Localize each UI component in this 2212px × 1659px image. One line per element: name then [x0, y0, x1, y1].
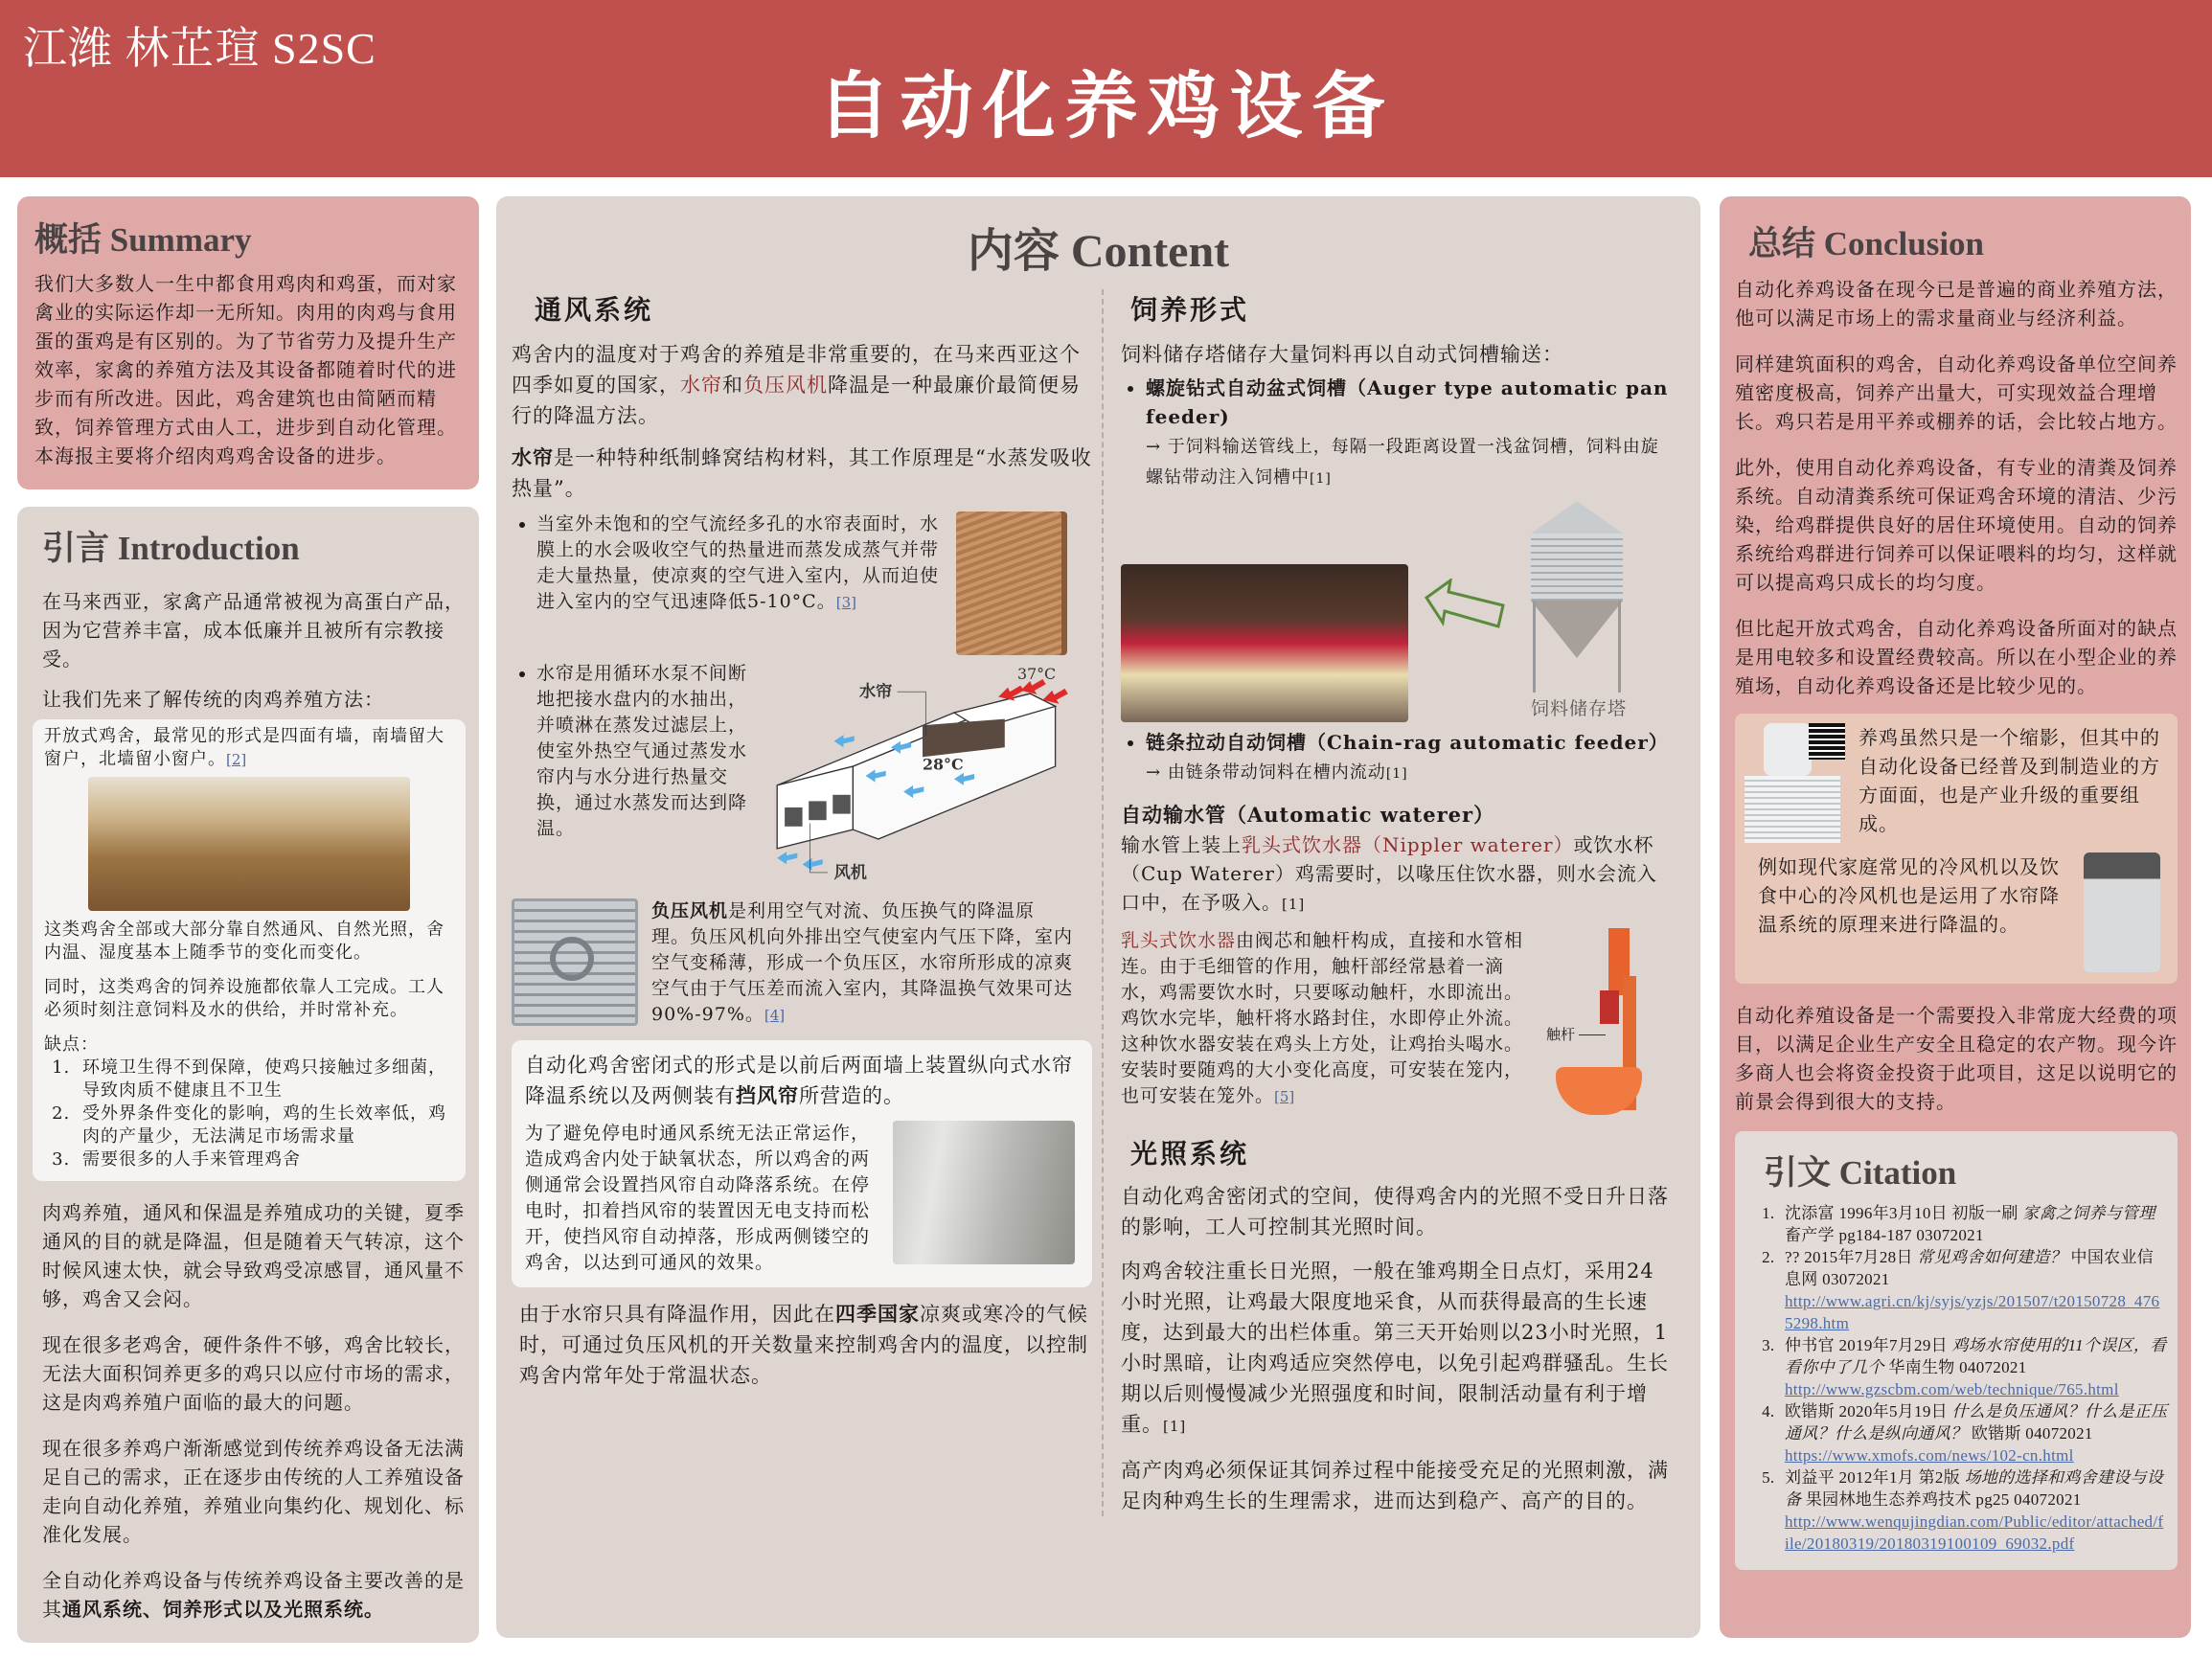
content-panel: [496, 196, 1700, 1638]
water-curtain-row: [512, 511, 1092, 655]
fan-window: [809, 801, 826, 820]
citation-heading: 引文 Citation: [1764, 1154, 1957, 1192]
ventilation-column: [508, 289, 1102, 1516]
ventilation-intro: [512, 339, 1092, 431]
lighting-paragraph: 自动化鸡舍密闭式的空间，使得鸡舍内的光照不受日升日落的影响，工人可控制其光照时间。: [1121, 1185, 1669, 1239]
feeder-title: 链条拉动自动饲槽（Chain-rag automatic feeder）: [1146, 731, 1669, 754]
citation-item: [1779, 1466, 2168, 1555]
cons-item: 2. 受外界条件变化的影响，鸡的生长效率低，鸡肉的产量少，无法满足市场需求量: [77, 1102, 454, 1148]
citation-author-date: 欧锴斯 2020年5月19日: [1785, 1402, 1952, 1420]
diagram-row: [512, 661, 1092, 891]
closed-house-text: [525, 1050, 1081, 1111]
intro-paragraph: 肉鸡养殖，通风和保温是养殖成功的关键，夏季通风的目的就是降温，但是随着天气转凉，这个时候风速太快，就会导致鸡受凉感冒，通风量不够，鸡舍又会闷。: [42, 1201, 465, 1310]
cons-item: 3. 需要很多的人手来管理鸡舍: [77, 1148, 454, 1171]
citation-author-date: ?? 2015年7月28日: [1785, 1248, 1918, 1266]
feeding-heading: 饲养形式: [1130, 294, 1250, 326]
water-curtain-definition: [512, 443, 1092, 504]
ventilation-heading: 通风系统: [535, 294, 654, 326]
text: 鸡舍内的温度对于鸡舍的养殖是非常重要的，在马来西亚这个四季如夏的国家，: [512, 343, 1081, 397]
citation-item: [1779, 1202, 2168, 1246]
feeder-images-row: [1121, 501, 1675, 722]
nipple-drinker-image: [1546, 928, 1666, 1120]
nipple-row: [1121, 928, 1675, 1120]
citation-title: 家禽之饲养与管理: [2022, 1204, 2155, 1222]
conclusion-paragraph: 自动化养鸡设备在现今已是普遍的商业养殖方法，他可以满足市场上的需求量商业与经济利益。: [1735, 278, 2178, 330]
windbreak-row: [525, 1121, 1081, 1276]
intro-paragraph: 现在很多老鸡舍，硬件条件不够，鸡舍比较长，无法大面积饲养更多的鸡只以应付市场的需求，这是肉鸡养殖户面临的最大的问题。: [42, 1333, 465, 1414]
four-season-term: 四季国家: [835, 1302, 920, 1326]
citation-author-date: 仲书官 2019年7月29日: [1785, 1336, 1952, 1354]
text: 自动化鸡舍密闭式的形式是以前后两面墙上装置纵向式水帘降温系统以及两侧装有: [525, 1054, 1073, 1107]
lighting-paragraph: 高产肉鸡必须保证其饲养过程中能接受充足的光照刺激，满足肉种鸡生长的生理需求，进而达到稳产、高产的目的。: [1121, 1459, 1669, 1512]
citation-link[interactable]: https://www.xmofs.com/news/102-cn.html: [1785, 1446, 2074, 1465]
air-cooler-image: [2084, 852, 2160, 972]
feeder-item-chain: [1146, 728, 1675, 788]
conclusion-paragraph: 但比起开放式鸡舍，自动化养鸡设备所面对的缺点是用电较多和设置经费较高。所以在小型企业的养殖场，自动化养鸡设备还是比较少见的。: [1735, 617, 2178, 697]
exhaust-fan-row: [512, 898, 1092, 1029]
open-house-text: [44, 725, 454, 771]
trigger-label: 触杆: [1546, 1026, 1576, 1043]
summary-heading: 概括 Summary: [34, 221, 252, 259]
citation-source: 中国农业信息网 03072021: [1785, 1248, 2155, 1288]
summary-text: 我们大多数人一生中都食用鸡肉和鸡蛋，而对家禽业的实际运作却一无所知。肉用的肉鸡与食用蛋的蛋鸡是有区别的。为了节省劳力及提升生产效率，家禽的养殖方法及其设备都随着时代的进步而有所改进。因此，鸡舍建筑也由简陋而精致，饲养管理方式由人工，进步到自动化管理。本海报主要将介绍肉鸡鸡舍设备的进步。: [34, 272, 457, 467]
citation-source: 畜产学 pg184-187 03072021: [1785, 1226, 1984, 1244]
water-curtain-bullets: [512, 511, 943, 616]
intro-paragraph: 在马来西亚，家禽产品通常被视为高蛋白产品，因为它营养丰富，成本低廉并且被所有宗教接受。: [42, 590, 465, 670]
open-house-box: [33, 719, 466, 1181]
pan-feeder-photo: [1121, 564, 1408, 722]
citation-source: 果园林地生态养鸡技术 pg25 04072021: [1801, 1490, 2082, 1509]
intro-body: [33, 1198, 466, 1624]
author-line: 江潍 林芷瑄 S2SC: [23, 24, 376, 73]
cooler-text: 养鸡虽然只是一个缩影，但其中的自动化设备已经普及到制造业的方方面面，也是产业升级的重要组成。: [1859, 726, 2160, 835]
citation-source: 欧锴斯 04072021: [1967, 1424, 2093, 1443]
water-curtain-term: 水帘: [512, 445, 554, 469]
water-curtain-bullets: [512, 661, 751, 842]
water-curtain-term: 水帘: [680, 374, 722, 397]
citation-item: [1779, 1400, 2168, 1466]
citation-title: 鸡场水帘使用的11个误区，看看你中了几个: [1785, 1336, 2167, 1376]
cons-label: 缺点：: [44, 1034, 99, 1055]
ref-label: [1]: [1163, 1418, 1187, 1435]
summary-panel: [17, 196, 479, 489]
citation-item: [1779, 1334, 2168, 1400]
windbreak-curtain-term: 挡风帘: [736, 1083, 799, 1107]
feeder-title: 螺旋钻式自动盆式饲槽（Auger type automatic pan feeder): [1146, 376, 1669, 428]
text: 或饮水杯（Cup Waterer）鸡需要时，以喙压住饮水器，则水会流入口中，在予吸入。: [1121, 833, 1657, 914]
text: 由于水帘只具有降温作用，因此在: [519, 1303, 835, 1326]
citation-item: [1779, 1246, 2168, 1334]
nipple-waterer-text: [1121, 928, 1533, 1110]
introduction-panel: [17, 507, 479, 1643]
citation-link[interactable]: http://www.gzscbm.com/web/technique/765.html: [1785, 1380, 2119, 1398]
nipple-waterer-term: 乳头式饮水器（Nippler waterer）: [1242, 833, 1574, 856]
ref-link[interactable]: [4]: [764, 1007, 786, 1024]
text: 肉鸡舍较注重长日光照，一般在雏鸡期全日点灯，采用24小时光照，让鸡最大限度地采食，从而获得最高的生长速度，达到最大的出栏体重。第三天开始则以23小时光照，1小时黑暗，让肉鸡适应突然停电，以免引起鸡群骚乱。生长期以后则慢慢减少光照强度和时间，限制活动量有利于增重。: [1121, 1260, 1669, 1436]
citation-author-date: 刘益平 2012年1月 第2版: [1785, 1468, 1965, 1487]
ref-link[interactable]: [5]: [1274, 1088, 1295, 1105]
poster-title: 自动化养鸡设备: [817, 63, 1395, 148]
silo-figure: [1521, 501, 1636, 722]
citation-box: [1735, 1131, 2178, 1570]
feeder-desc: → 由链条带动饲料在槽内流动: [1146, 762, 1386, 783]
citation-link[interactable]: http://www.agri.cn/kj/syjs/yzjs/201507/t20150728_4765298.htm: [1785, 1292, 2160, 1332]
fan-window: [832, 795, 850, 814]
cooler-row: [1745, 852, 2168, 972]
intro-paragraph: 现在很多养鸡户渐渐感觉到传统养鸡设备无法满足自己的需求，正在逐步由传统的人工养殖设备走向自动化养殖，养殖业向集约化、规划化、标准化发展。: [42, 1437, 465, 1546]
text: 当室外未饱和的空气流经多孔的水帘表面时，水膜上的水会吸收空气的热量进而蒸发成蒸气并带走大量热量，使凉爽的空气进入室内，从而迫使进入室内的空气迅速降低5-10°C。: [536, 513, 940, 612]
green-arrow-icon: [1422, 579, 1508, 636]
intro-conclusion-bold: 通风系统、饲养形式以及光照系统。: [62, 1598, 384, 1621]
intro-conclusion-text: 全自动化养鸡设备与传统养鸡设备主要改善的是其: [42, 1569, 465, 1621]
ref-label: [1]: [1310, 471, 1332, 487]
citation-link[interactable]: http://www.wenqujingdian.com/Public/editor/attached/file/20180319/20180319100109_69032.pdf: [1785, 1512, 2164, 1553]
bullet-item: [536, 511, 943, 616]
conclusion-panel: [1720, 196, 2191, 1638]
left-column: [17, 196, 479, 1643]
feeding-intro: 饲料储存塔储存大量饲料再以自动式饲槽输送：: [1121, 343, 1563, 366]
fan-icon: [550, 937, 594, 981]
diagram-label-curtain: 水帘: [859, 682, 893, 702]
water-curtain-pad-photo: [956, 511, 1061, 655]
content-heading: 内容 Content: [967, 226, 1230, 277]
cooling-control-text: [512, 1299, 1092, 1391]
conclusion-paragraph: 同样建筑面积的鸡舍，自动化养鸡设备单位空间养殖密度极高，饲养产出量大，可实现效益合理增长。鸡只若是用平养或棚养的话，会比较占地方。: [1735, 352, 2178, 433]
exhaust-fan-text: [651, 898, 1073, 1029]
introduction-heading: 引言 Introduction: [42, 530, 300, 567]
text: 降温是一种最廉价最简便易行的降温方法。: [512, 374, 1081, 427]
ref-label: [1]: [1385, 766, 1408, 782]
ref-link[interactable]: [3]: [835, 594, 856, 611]
text: 和: [722, 374, 743, 397]
text: 是一种特种纸制蜂窝结构材料，其工作原理是“水蒸发吸收热量”。: [512, 446, 1092, 500]
cons-list: [44, 1057, 454, 1171]
citation-list: [1746, 1202, 2168, 1555]
feeder-item-auger: [1146, 374, 1675, 493]
exhaust-fan-term: 负压风机: [743, 374, 828, 397]
cooler-row: [1745, 723, 2168, 843]
exhaust-fan-photo: [512, 898, 638, 1026]
evaporative-cooler-image: [1745, 723, 1845, 843]
nipple-waterer-term: 乳头式饮水器: [1121, 930, 1237, 951]
exhaust-fan-term: 负压风机: [651, 900, 729, 921]
open-house-desc: 开放式鸡舍，最常见的形式是四面有墙，南墙留大窗户，北墙留小窗户。: [44, 726, 445, 769]
text: 凉爽或寒冷的气候时，可通过负压风机的开关数量来控制鸡舍内的温度，以控制鸡舍内常年处于常温状态。: [519, 1303, 1088, 1387]
feeder-list: [1121, 374, 1675, 493]
citation-title: 常见鸡舍如何建造？: [1917, 1248, 2066, 1266]
cooler-text: 例如现代家庭常见的冷风机以及饮食中心的冷风机也是运用了水帘降温系统的原理来进行降温的。: [1758, 855, 2060, 936]
windbreak-curtain-photo: [893, 1121, 1075, 1264]
conclusion-paragraph: 此外，使用自动化养鸡设备，有专业的清粪及饲养系统。自动清粪系统可保证鸡舍环境的清洁、少污染，给鸡群提供良好的居住环境使用。自动的饲养系统给鸡群进行饲养可以保证喂料的均匀，这样就可以提高鸡只成长的均匀度。: [1735, 456, 2178, 594]
waterer-text: [1121, 830, 1675, 919]
diagram-label-inside-temp: 28°C: [923, 755, 964, 774]
intro-paragraph: [42, 1566, 466, 1624]
cons-item: 1. 环境卫生得不到保障，使鸡只接触过多细菌，导致肉质不健康且不卫生: [77, 1057, 454, 1102]
diagram-label-outside-temp: 37°C: [1017, 665, 1057, 684]
text: 所营造的。: [799, 1084, 904, 1107]
bullet-item: • 水帘是用循环水泵不间断地把接水盘内的水抽出，并喷淋在蒸发过滤层上，使室外热空气通过蒸发水帘内与水分进行热量交换，通过水蒸发而达到降温。: [536, 661, 751, 842]
text: 由阀芯和触杆构成，直接和水管相连。由于毛细管的作用，触杆部经常悬着一滴水，鸡需要饮水时，只要啄动触杆，水即流出。鸡饮水完毕，触杆将水路封住，水即停止外流。这种饮水器安装在鸡头上方处，让鸡抬头喝水。安装时要随鸡的大小变化高度，可安装在笼内，也可安装在笼外。: [1121, 930, 1524, 1106]
ref-link[interactable]: [2]: [226, 751, 247, 768]
manual-feeding-note: 同时，这类鸡舍的饲养设施都依靠人工完成。工人必须时刻注意饲料及水的供给，并时常补充。: [44, 977, 445, 1020]
lighting-heading: 光照系统: [1130, 1138, 1250, 1170]
citation-author-date: 沈添富 1996年3月10日 初版一刷: [1785, 1204, 2023, 1222]
citation-title: 什么是负压通风？什么是正压通风？什么是纵向通风？: [1785, 1402, 2168, 1443]
feed-silo-image: [1521, 501, 1632, 693]
open-chicken-house-photo: [88, 777, 410, 911]
conclusion-heading: 总结 Conclusion: [1748, 225, 1985, 262]
closed-house-box: [512, 1040, 1092, 1287]
text: 是利用空气对流、负压换气的降温原理。负压风机向外排出空气使室内气压下降，室内空气变稀薄，形成一个负压区，水帘所形成的凉爽空气由于气压差而流入室内，其降温换气效果可达90%-97%。: [651, 900, 1074, 1025]
ref-label: [1]: [1282, 896, 1306, 913]
ventilation-diagram: [764, 661, 1081, 891]
intro-lead: 让我们先来了解传统的肉鸡养殖方法：: [42, 688, 384, 711]
conclusion-paragraph: 自动化养殖设备是一个需要投入非常庞大经费的项目，以满足企业生产安全且稳定的农产物。现今许多商人也会将资金投资于此项目，这足以说明它的前景会得到很大的支持。: [1735, 1004, 2178, 1113]
waterer-heading: 自动输水管（Automatic waterer）: [1121, 803, 1495, 827]
diagram-label-fan: 风机: [833, 863, 867, 883]
content-columns: [508, 289, 1689, 1516]
feeder-list: [1121, 728, 1675, 788]
lighting-paragraph: [1121, 1256, 1675, 1442]
cooler-example-box: [1735, 714, 2178, 984]
silo-caption: 饲料储存塔: [1530, 698, 1627, 719]
poster-header: [0, 0, 2212, 177]
feeder-desc: → 于饲料输送管线上，每隔一段距离设置一浅盆饲槽，饲料由旋螺钻带动注入饲槽中: [1146, 437, 1659, 488]
fan-window: [785, 807, 802, 827]
citation-source: 华南生物 04072021: [1883, 1358, 2027, 1376]
citation-title: 场地的选择和鸡舍建设与设备: [1785, 1468, 2164, 1509]
text: 输水管上装上: [1121, 833, 1242, 856]
open-house-note: 这类鸡舍全部或大部分靠自然通风、自然光照，舍内温、湿度基本上随季节的变化而变化。: [44, 920, 445, 963]
windbreak-curtain-text: 为了避免停电时通风系统无法正常运作，造成鸡舍内处于缺氧状态，所以鸡舍的两侧通常会设置挡风帘自动降落系统。在停电时，扣着挡风帘的装置因无电支持而松开，使挡风帘自动掉落，形成两侧镂空的鸡舍，以达到可通风的效果。: [525, 1123, 871, 1273]
feeding-column: [1104, 289, 1678, 1516]
